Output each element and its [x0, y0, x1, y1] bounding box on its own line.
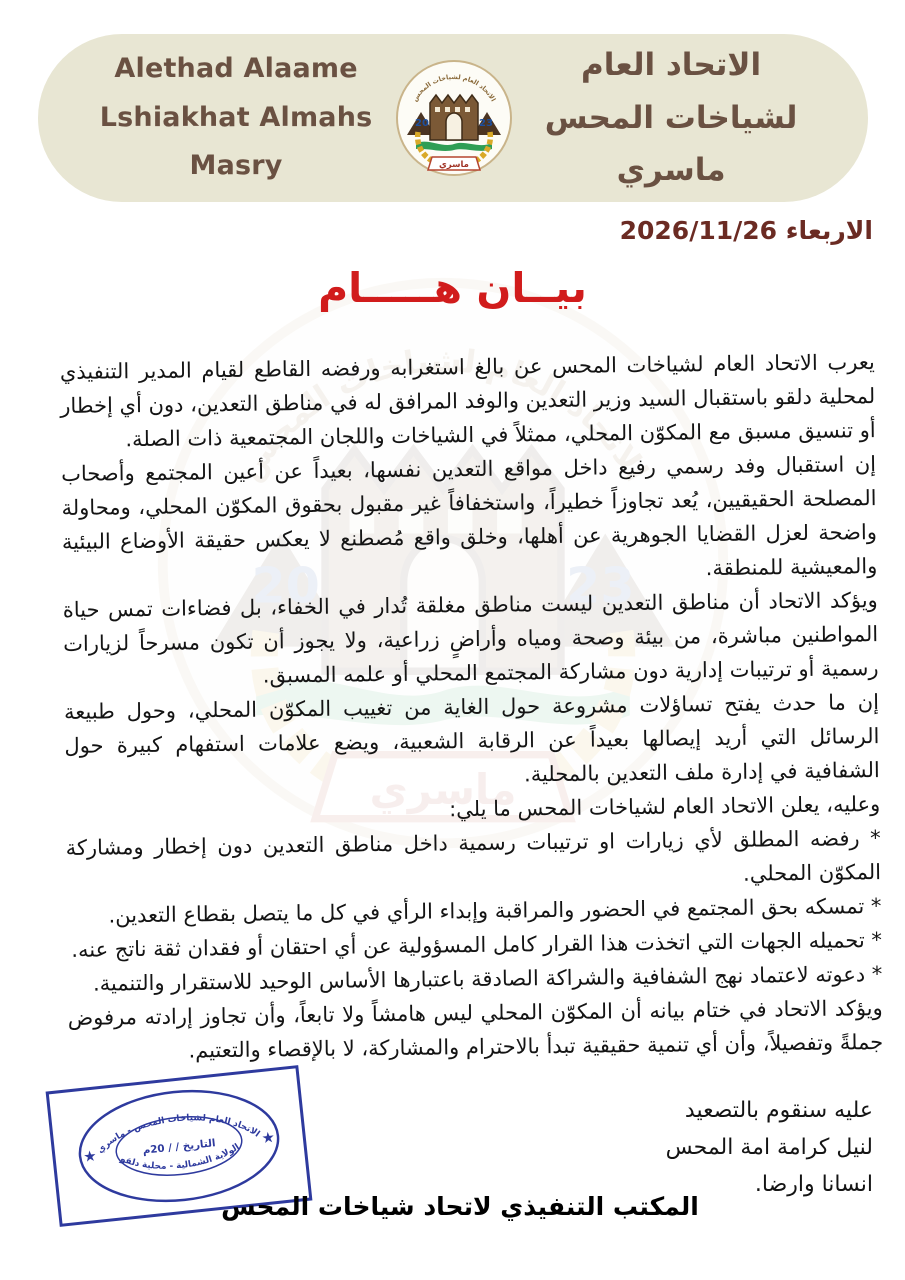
closing-lines	[666, 1092, 873, 1203]
body-paragraph: ويؤكد الاتحاد أن مناطق التعدين ليست مناطق مغلقة تُدار في الخفاء، بل فضاءات تمس حياة المواطنين مباشرة، من بيئة وصحة ومياه وأراضٍ زراعية، ولا يجوز أن تكون مسرحاً لزيارات رسمية أو ترتيبات إدارية دون مشاركة المجتمع المحلي أو علمه المسبق.	[62, 588, 879, 688]
org-name-arabic-line2: لشياخات المحس ماسري	[544, 99, 798, 189]
body-paragraph: إن ما حدث يفتح تساؤلات مشروعة حول الغاية من تغييب المكوّن المحلي، وحول طبيعة الرسائل التي أريد إيصالها بعيداً عن الرقابة الشعبية، ويضع علامات استفهام كبيرة حول الشفافية في إدارة ملف التعدين بالمحلية.	[63, 690, 880, 787]
closing-line: عليه سنقوم بالتصعيد	[684, 1098, 873, 1123]
statement-body	[60, 345, 884, 1069]
org-name-arabic	[524, 39, 818, 197]
closing-line: انسانا وارضا.	[754, 1172, 873, 1197]
stamp-star-left-icon: ★	[82, 1147, 98, 1166]
body-paragraph-bullet: * تمسكه بحق المجتمع في الحضور والمراقبة وإبداء الرأي في كل ما يتصل بقطاع التعدين.	[108, 894, 882, 928]
body-paragraph-bullet: * دعوته لاعتماد نهج الشفافية والشراكة الصادقة باعتبارها الأساس الوحيد للاستقرار والتنمية.	[92, 962, 883, 996]
body-paragraph: وعليه، يعلن الاتحاد العام لشياخات المحس ما يلي:	[448, 792, 881, 822]
letterhead-banner	[38, 34, 868, 202]
body-paragraph-bullet: * رفضه المطلق لأي زيارات او ترتيبات رسمية داخل مناطق التعدين دون إخطار ومشاركة المكوّن المحلي.	[65, 826, 882, 886]
statement-title: بيــان هـــــام	[318, 264, 587, 312]
org-name-latin-line2: Lshiakhat Almahs Masry	[99, 101, 373, 182]
stamp-arc-top-text: الاتحاد العام لشياخات المحس - ماسري	[95, 1113, 262, 1156]
org-name-latin	[88, 45, 384, 191]
date-line: الاربعاء 2026/11/26	[619, 216, 873, 245]
stamp-star-right-icon: ★	[260, 1128, 276, 1148]
body-paragraph: يعرب الاتحاد العام لشياخات المحس عن بالغ استغرابه ورفضه القاطع لقيام المدير التنفيذي لمحلية دلقو باستقبال السيد وزير التعدين والوفد المرافق له في مناطق التعدين، دون أي إخطار أو تنسيق مسبق مع المكوّن المحلي، ممثلاً في الشياخات واللجان المجتمعية ذات الصلة.	[59, 350, 876, 452]
body-paragraph: ويؤكد الاتحاد في ختام بيانه أن المكوّن المحلي ليس هامشاً ولا تابعاً، وأن تجاوز إرادته مرفوض جملةً وتفصيلاً، وأن أي تنمية حقيقية تبدأ بالاحترام والمشاركة، لا بالإقصاء والتعتيم.	[67, 995, 884, 1063]
org-name-latin-line1: Alethad Alaame	[114, 53, 358, 85]
org-name-arabic-line1: الاتحاد العام	[580, 46, 762, 83]
body-paragraph: إن استقبال وفد رسمي رفيع داخل مواقع التعدين نفسها، بعيداً عن أعين المجتمع وأصحاب المصلحة الحقيقيين، يُعد تجاوزاً خطيراً، واستخفافاً غير مقبول بحقوق المكوّن المحلي، ومحاولة واضحة لعزل القضايا الجوهرية عن أهلها، وخلق واقع مُصطنع لا يعكس حقيقة الأوضاع البيئية والمعيشية للمنطقة.	[60, 452, 878, 581]
body-paragraph-bullet: * تحميله الجهات التي اتخذت هذا القرار كامل المسؤولية عن أي احتقان أو فقدان ثقة ناتج عنه.	[71, 928, 883, 962]
footer-signature: المكتب التنفيذي لاتحاد شياخات المحس	[221, 1192, 699, 1221]
stamp-arc-bottom-text: الولاية الشمالية - محلية دلقو	[118, 1142, 242, 1172]
org-logo-icon	[394, 58, 514, 178]
stamp-date-field: التاريخ / / 20م	[142, 1137, 217, 1157]
closing-line: لنيل كرامة امة المحس	[665, 1135, 873, 1160]
